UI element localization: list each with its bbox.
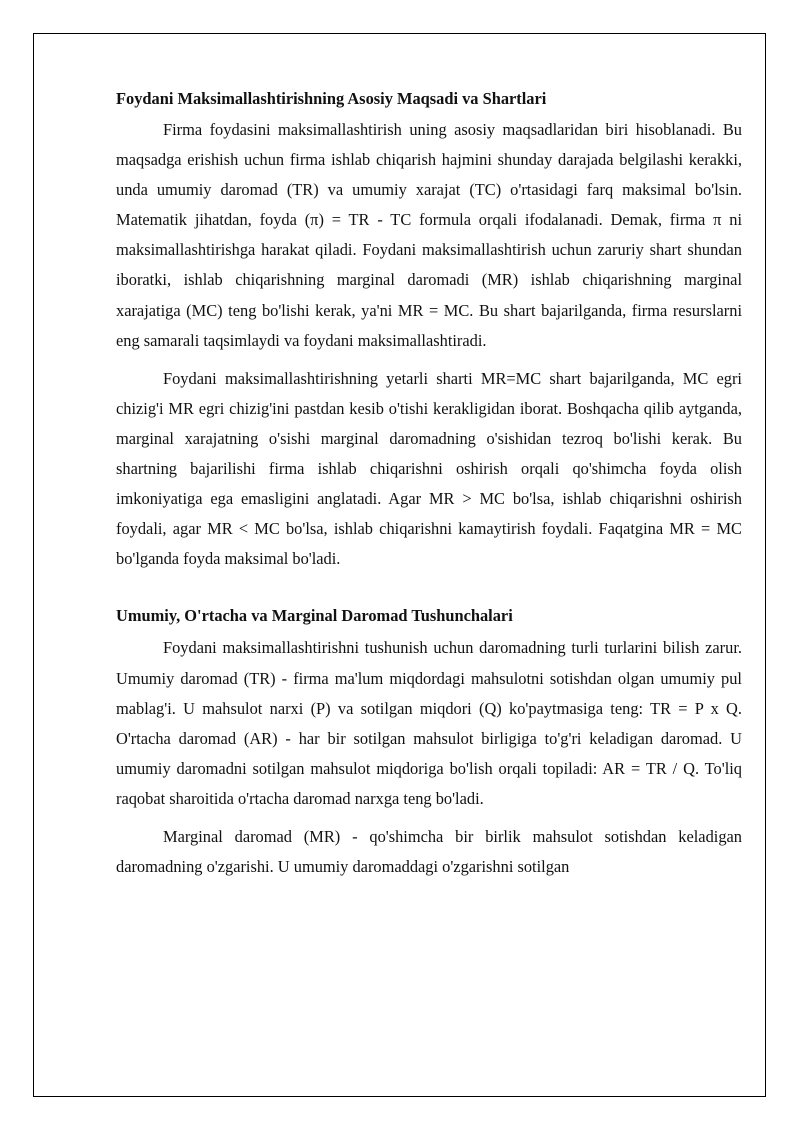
document-body bbox=[116, 86, 742, 882]
paragraph: Firma foydasini maksimallashtirish uning asosiy maqsadlaridan biri hisoblanadi. Bu maqsadga erishish uchun firma ishlab chiqarish hajmini shunday darajada belgilashi kerakki, unda umumiy daromad (TR) va umumiy xarajat (TC) o'rtasidagi farq maksimal bo'lsin. Matematik jihatdan, foyda (π) = TR - TC formula orqali ifodalanadi. Demak, firma π ni maksimallashtirishga harakat qiladi. Foydani maksimallashtirish uchun zaruriy shart shundan iboratki, ishlab chiqarishning marginal daromadi (MR) ishlab chiqarishning marginal xarajatiga (MC) teng bo'lishi kerak, ya'ni MR = MC. Bu shart bajarilganda, firma resurslarni eng samarali taqsimlaydi va foydani maksimallashtiradi. bbox=[116, 120, 742, 350]
paragraph: Marginal daromad (MR) - qo'shimcha bir birlik mahsulot sotishdan keladigan daromadning o'zgarishi. U umumiy daromaddagi o'zgarishni sotilgan bbox=[116, 826, 742, 877]
paragraph: Foydani maksimallashtirishni tushunish uchun daromadning turli turlarini bilish zarur. Umumiy daromad (TR) - firma ma'lum miqdordagi mahsulotni sotishdan olgan umumiy pul mablag'i. U mahsulot narxi (P) va sotilgan miqdori (Q) ko'paytmasiga teng: TR = P x Q. O'rtacha daromad (AR) - har bir sotilgan mahsulot birligiga to'g'ri keladigan daromad. U umumiy daromadni sotilgan mahsulot miqdoriga bo'lish orqali topiladi: AR = TR / Q. To'liq raqobat sharoitida o'rtacha daromad narxga teng bo'ladi. bbox=[116, 638, 742, 808]
section-heading: Foydani Maksimallashtirishning Asosiy Maqsadi va Shartlari bbox=[116, 89, 547, 108]
section-heading: Umumiy, O'rtacha va Marginal Daromad Tushunchalari bbox=[116, 606, 513, 626]
paragraph: Foydani maksimallashtirishning yetarli sharti MR=MC shart bajarilganda, MC egri chizig'i MR egri chizig'ini pastdan kesib o'tishi kerakligidan iborat. Boshqacha qilib aytganda, marginal xarajatning o'sishi marginal daromadning o'sishidan tezroq bo'lishi kerak. Bu shartning bajarilishi firma ishlab chiqarishni oshirish orqali qo'shimcha foyda olish imkoniyatiga ega emasligini anglatadi. Agar MR > MC bo'lsa, ishlab chiqarishni oshirish foydali, agar MR < MC bo'lsa, ishlab chiqarishni kamaytirish foydali. Faqatgina MR = MC bo'lganda foyda maksimal bo'ladi. bbox=[116, 368, 742, 569]
